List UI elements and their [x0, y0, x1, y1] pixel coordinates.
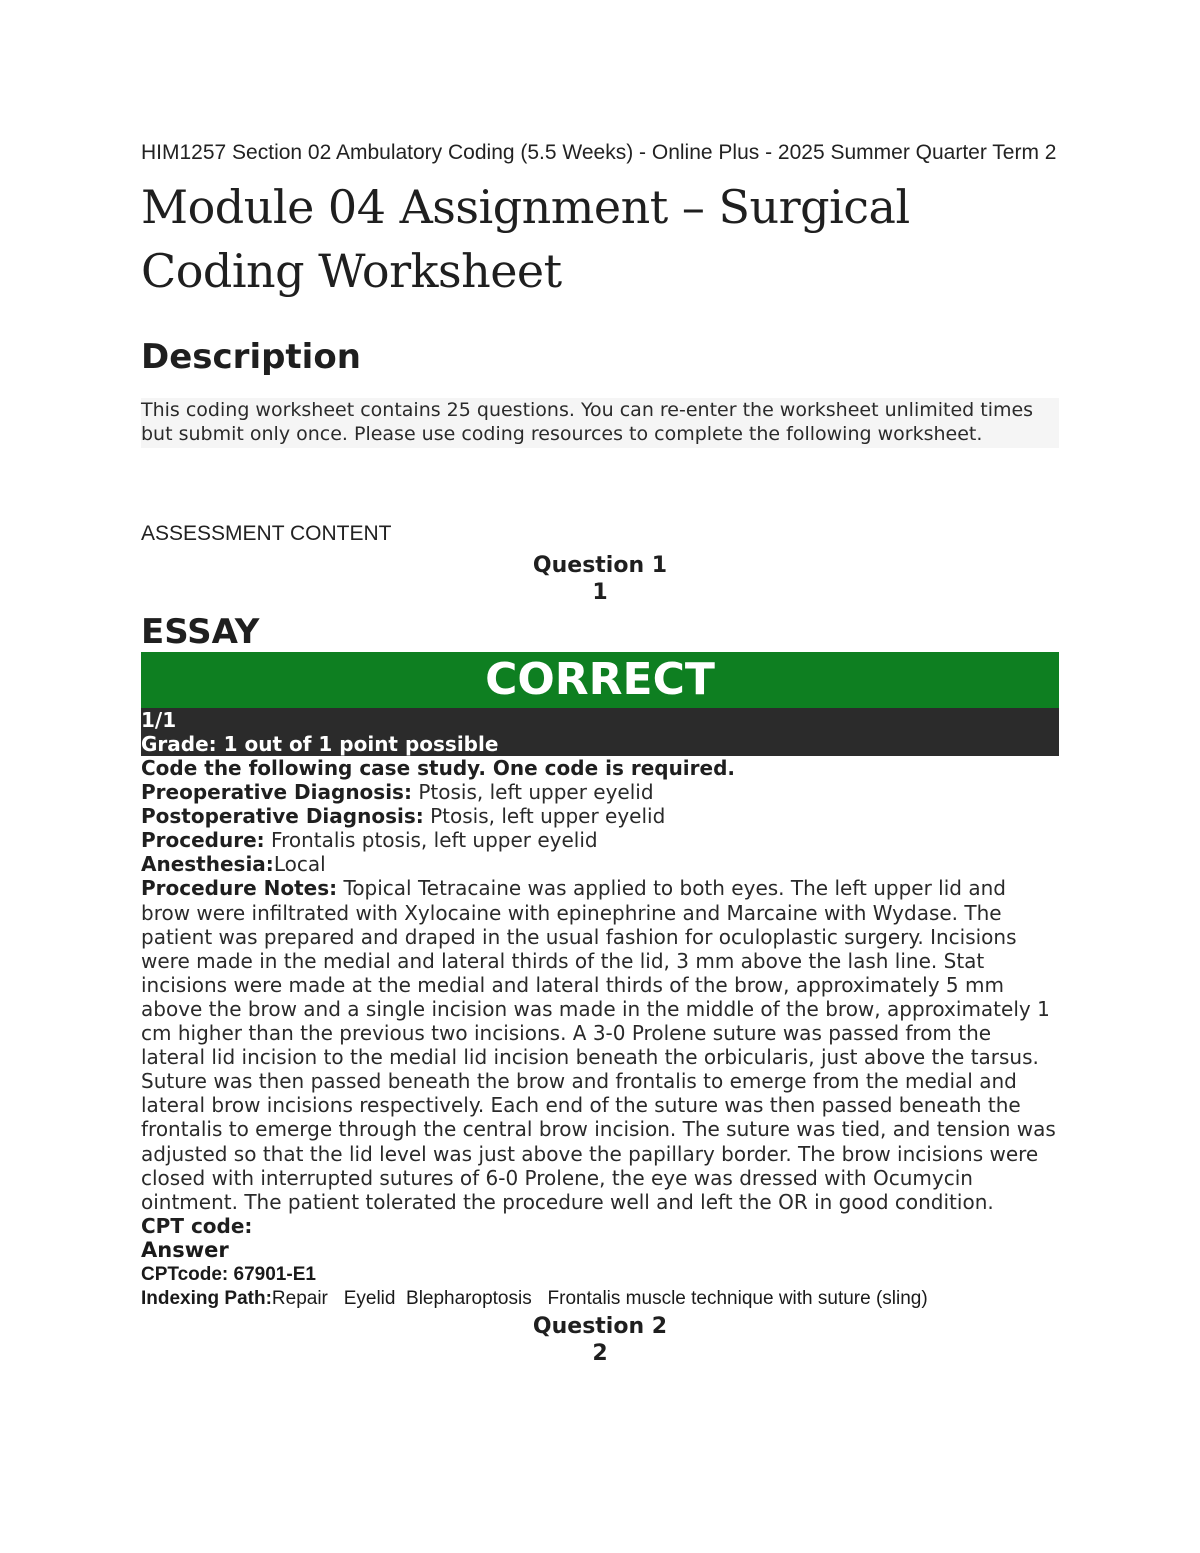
procedure — [141, 828, 1059, 852]
cpt-answer: CPTcode: 67901-E1 — [141, 1263, 316, 1285]
question-prompt: Code the following case study. One code is required. — [141, 756, 736, 780]
answer-label: Answer — [141, 1237, 229, 1262]
anesthesia-value: Local — [273, 852, 326, 877]
indexing-path — [141, 1287, 1059, 1311]
grade-box — [141, 708, 1059, 756]
case-study — [141, 756, 1059, 1238]
anesthesia-label: Anesthesia: — [141, 852, 274, 877]
procedure-notes — [141, 876, 1059, 1213]
description-heading: Description — [141, 337, 361, 377]
cpt-code-prompt: CPT code: — [141, 1213, 253, 1238]
anesthesia — [141, 852, 1059, 876]
question-1-number: 1 — [592, 580, 608, 605]
score-value: 1/1 — [141, 708, 177, 732]
correct-status-banner: CORRECT — [141, 652, 1059, 708]
question-1-heading: Question 1 — [532, 553, 668, 578]
postop-value: Ptosis, left upper eyelid — [423, 804, 666, 829]
preop-value: Ptosis, left upper eyelid — [411, 780, 654, 805]
postop-label: Postoperative Diagnosis: — [141, 804, 424, 829]
document-content — [141, 141, 1059, 1367]
question-2-number: 2 — [592, 1340, 608, 1366]
postop-diagnosis — [141, 804, 1059, 828]
question-2-heading: Question 2 — [532, 1313, 668, 1339]
preop-diagnosis — [141, 780, 1059, 804]
course-name: HIM1257 Section 02 Ambulatory Coding (5.5 Weeks) - Online Plus - 2025 Summer Quarter Term 2 — [141, 141, 1057, 164]
page-title: Module 04 Assignment – Surgical Coding Worksheet — [141, 180, 910, 298]
description-text: This coding worksheet contains 25 questions. You can re-enter the worksheet unlimited times but submit only once. Please use coding resources to complete the following worksheet. — [141, 398, 1059, 448]
procedure-value: Frontalis ptosis, left upper eyelid — [264, 828, 598, 853]
procedure-notes-value: Topical Tetracaine was applied to both eyes. The left upper lid and brow were infiltrated with Xylocaine with epinephrine and Marcaine with Wydase. The patient was prepared and draped in the usual fashion for oculoplastic surgery. Incisions were made in the medial and lateral thirds of the lid, 3 mm above the lash line. Stat incisions were made at the medial and lateral thirds of the brow, approximately 5 mm above the brow and a single incision was made in the middle of the brow, approximately 1 cm higher than the previous two incisions. A 3-0 Prolene suture was passed from the lateral lid incision to the medial lid incision beneath the orbicularis, just above the tarsus. Suture was then passed beneath the brow and frontalis to emerge from the medial and lateral brow incisions respectively. Each end of the suture was then passed beneath the frontalis to emerge through the central brow incision. The suture was tied, and tension was adjusted so that the lid level was just above the papillary border. The brow incisions were closed with interrupted sutures of 6-0 Prolene, the eye was dressed with Ocumycin ointment. The patient tolerated the procedure well and left the OR in good condition. — [141, 876, 1056, 1214]
indexing-path-value: Repair Eyelid Blepharoptosis Frontalis muscle technique with suture (sling) — [271, 1287, 928, 1309]
grade-text: Grade: 1 out of 1 point possible — [141, 732, 499, 756]
procedure-label: Procedure: — [141, 828, 265, 853]
question-type-label: ESSAY — [141, 612, 260, 652]
assessment-content-label: ASSESSMENT CONTENT — [141, 522, 392, 545]
preop-label: Preoperative Diagnosis: — [141, 780, 412, 805]
indexing-path-label: Indexing Path: — [141, 1287, 272, 1309]
procedure-notes-label: Procedure Notes: — [141, 876, 338, 901]
